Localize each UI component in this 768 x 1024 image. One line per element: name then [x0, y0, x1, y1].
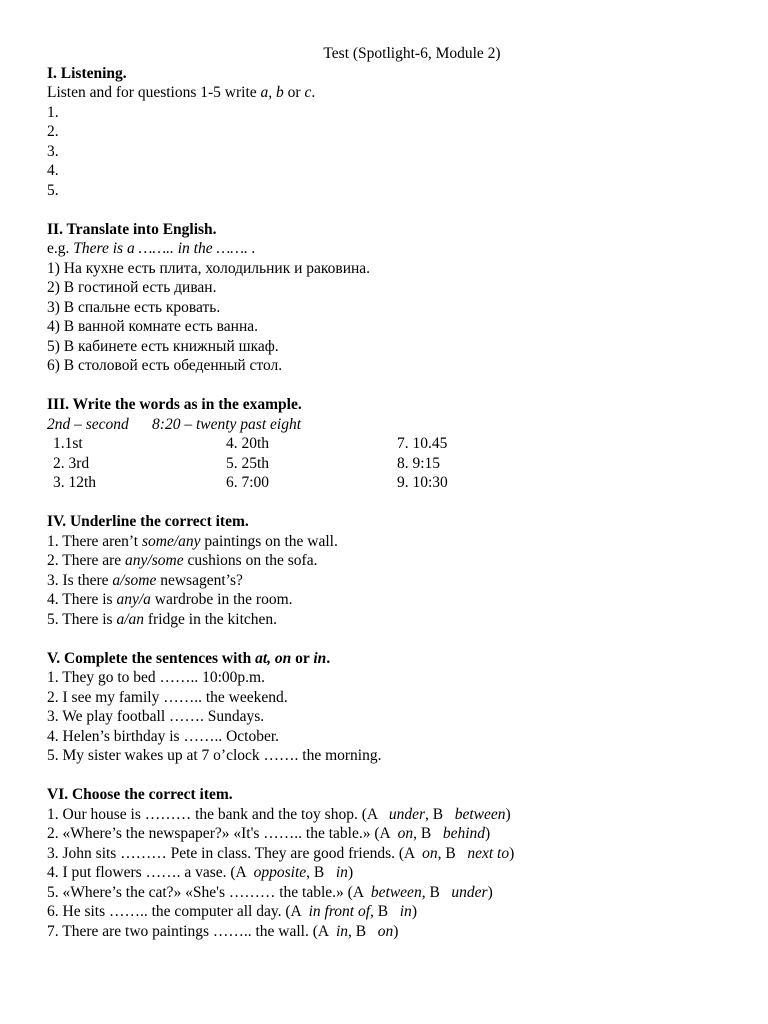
table-row — [47, 434, 737, 454]
grid-cell: 8. 9:15 — [397, 454, 441, 472]
section-heading-complete: V. Complete the sentences with at, on or in. — [47, 649, 331, 667]
grid-cell: 9. 10:30 — [397, 474, 448, 491]
list-item: 5. «Where’s the cat?» «She's ……… the table.» (A between, B under) — [47, 883, 493, 901]
section-heading-write-words: III. Write the words as in the example. — [47, 396, 302, 413]
grid-cell: 7. 10.45 — [397, 435, 448, 452]
section-heading-underline: IV. Underline the correct item. — [47, 513, 249, 530]
section-heading-translate: II. Translate into English. — [47, 220, 217, 238]
document-page — [47, 44, 737, 941]
list-item: 3) В спальне есть кровать. — [47, 298, 221, 316]
table-row — [47, 473, 737, 493]
example-line: e.g. There is a …….. in the ……. . — [47, 240, 256, 257]
list-item: 3. John sits ……… Pete in class. They are good friends. (A on, B next to) — [47, 844, 515, 862]
list-item: 4. Helen’s birthday is …….. October. — [47, 727, 280, 745]
list-item: 5. There is a/an fridge in the kitchen. — [47, 610, 278, 628]
grid-cell: 2. 3rd — [53, 454, 90, 472]
list-item: 2. I see my family …….. the weekend. — [47, 688, 288, 706]
list-item: 4) В ванной комнате есть ванна. — [47, 318, 259, 335]
list-item: 2. «Where’s the newspaper?» «It's …….. the table.» (A on, B behind) — [47, 825, 491, 842]
list-item: 6) В столовой есть обеденный стол. — [47, 357, 283, 374]
list-item: 3. Is there a/some newsagent’s? — [47, 571, 243, 589]
list-item: 6. He sits …….. the computer all day. (A in front of, B in) — [47, 903, 417, 920]
grid-cell: 1.1st — [53, 435, 83, 452]
list-item: 3. We play football ……. Sundays. — [47, 708, 265, 725]
table-row — [47, 454, 737, 474]
list-item: 2. There are any/some cushions on the sofa. — [47, 552, 318, 569]
list-item: 1) На кухне есть плита, холодильник и раковина. — [47, 259, 371, 277]
list-item: 1. There aren’t some/any paintings on the wall. — [47, 532, 338, 550]
list-item: 4. There is any/a wardrobe in the room. — [47, 591, 293, 608]
list-item: 3. — [47, 142, 59, 160]
section-heading-listening: I. Listening. — [47, 64, 127, 82]
grid-cell: 5. 25th — [226, 454, 270, 472]
grid-cell: 6. 7:00 — [226, 474, 270, 491]
list-item: 2) В гостиной есть диван. — [47, 279, 217, 296]
listening-instructions: Listen and for questions 1-5 write a, b or c. — [47, 84, 316, 101]
page-title: Test (Spotlight-6, Module 2) — [323, 45, 501, 62]
example-line: 2nd – second 8:20 – twenty past eight — [47, 415, 301, 433]
list-item: 5) В кабинете есть книжный шкаф. — [47, 337, 279, 355]
list-item: 4. I put flowers ……. a vase. (A opposite, B in) — [47, 864, 354, 881]
list-item: 1. — [47, 103, 59, 121]
list-item: 1. Our house is ……… the bank and the toy shop. (A under, B between) — [47, 805, 511, 823]
list-item: 5. — [47, 181, 59, 199]
list-item: 1. They go to bed …….. 10:00p.m. — [47, 669, 265, 686]
section-heading-choose: VI. Choose the correct item. — [47, 786, 233, 803]
grid-cell: 4. 20th — [226, 435, 270, 452]
grid-cell: 3. 12th — [53, 474, 97, 491]
list-item: 5. My sister wakes up at 7 o’clock ……. the morning. — [47, 747, 382, 764]
list-item: 2. — [47, 123, 59, 140]
list-item: 4. — [47, 162, 59, 179]
list-item: 7. There are two paintings …….. the wall. (A in, B on) — [47, 922, 399, 940]
